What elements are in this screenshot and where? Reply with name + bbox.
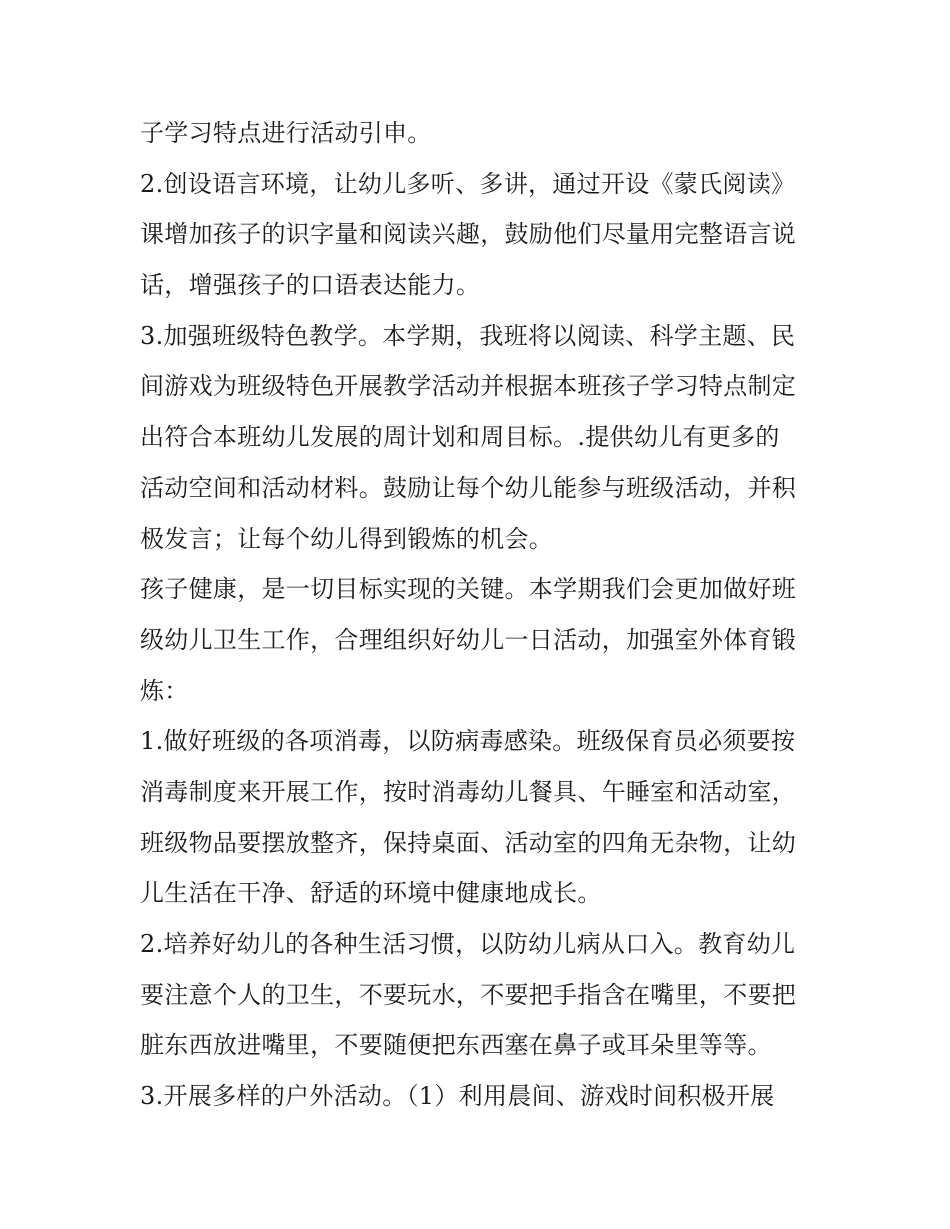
text-line: 儿生活在干净、舒适的环境中健康地成长。 [140,879,602,908]
text-line: 2.培养好幼儿的各种生活习惯，以防幼儿病从口入。教育幼儿 [140,930,796,958]
text-line: 炼： [140,676,189,705]
text-line: 级幼儿卫生工作，合理组织好幼儿一日活动，加强室外体育锻 [140,625,797,654]
text-line: 孩子健康，是一切目标实现的关键。本学期我们会更加做好班 [140,575,797,604]
text-line: 活动空间和活动材料。鼓励让每个幼儿能参与班级活动，并积 [140,473,797,502]
text-line: 班级物品要摆放整齐，保持桌面、活动室的四角无杂物，让幼 [140,828,797,857]
document-body [140,108,830,1122]
text-line: 消毒制度来开展工作，按时消毒幼儿餐具、午睡室和活动室， [140,777,797,806]
text-line: 脏东西放进嘴里，不要随便把东西塞在鼻子或耳朵里等等。 [140,1031,772,1060]
text-line: 出符合本班幼儿发展的周计划和周目标。.提供幼儿有更多的 [140,423,780,452]
text-line: 2.创设语言环境，让幼儿多听、多讲，通过开设《蒙氏阅读》 [140,169,796,198]
text-line: 3.开展多样的户外活动。（1）利用晨间、游戏时间积极开展 [140,1082,775,1111]
text-line: 子学习特点进行活动引申。 [140,119,432,147]
text-line: 要注意个人的卫生，不要玩水，不要把手指含在嘴里，不要把 [140,980,797,1009]
text-line: 3.加强班级特色教学。本学期，我班将以阅读、科学主题、民 [140,321,796,350]
text-line: 话，增强孩子的口语表达能力。 [140,271,481,300]
text-line: 课增加孩子的识字量和阅读兴趣，鼓励他们尽量用完整语言说 [140,220,797,249]
text-line: 极发言；让每个幼儿得到锻炼的机会。 [140,524,554,553]
text-line: 1.做好班级的各项消毒，以防病毒感染。班级保育员必须要按 [140,727,796,756]
text-line: 间游戏为班级特色开展教学活动并根据本班孩子学习特点制定 [140,372,797,401]
